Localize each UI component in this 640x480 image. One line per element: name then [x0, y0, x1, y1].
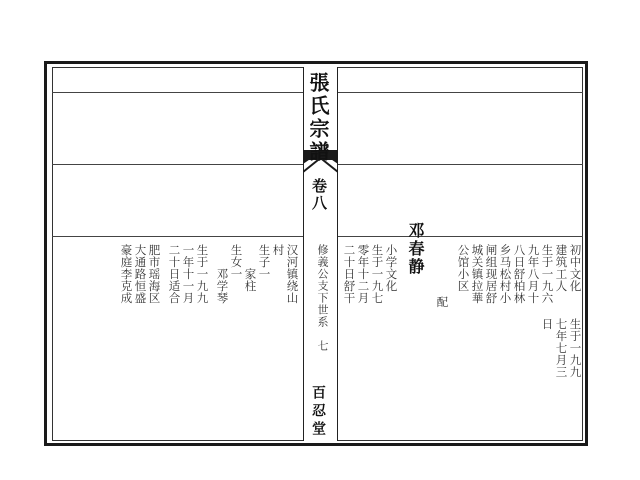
text-column: 小学文化: [384, 244, 399, 292]
rule-left-2: [52, 164, 303, 165]
text-column: 豪庭李克成: [119, 244, 134, 304]
text-column: 闸组现居舒: [484, 244, 499, 304]
text-column: 生于一九九: [568, 318, 583, 378]
text-column: 邓学琴: [215, 268, 230, 304]
text-column: 八日舒柏林: [512, 244, 527, 304]
text-column: 九年八月十: [526, 244, 541, 304]
text-column: 生于一九九: [195, 244, 210, 304]
rule-left-1: [52, 92, 303, 93]
rule-right-1: [338, 92, 583, 93]
text-column: 大通路恒盛: [133, 244, 148, 304]
volume-label: 卷八: [310, 178, 328, 212]
text-column: 公馆小区: [456, 244, 471, 292]
text-column: 家柱: [243, 268, 258, 292]
text-column: 乡马松村小: [498, 244, 513, 304]
text-column: 肥市瑶海区: [147, 244, 162, 304]
text-column: 七年七月三: [554, 318, 569, 378]
rule-left-3: [52, 236, 303, 237]
text-column: 初中文化: [568, 244, 583, 292]
text-column: 二十日舒干: [342, 244, 357, 304]
text-column: 配: [435, 296, 450, 308]
text-column: 二十日适合: [167, 244, 182, 304]
genealogy-title: 張氏宗譜: [306, 72, 330, 164]
text-column: 城关镇拉華: [470, 244, 485, 304]
hall-name: 百忍堂: [310, 385, 326, 439]
text-column: 生于一九六: [540, 244, 555, 304]
text-column: 生于一九七: [370, 244, 385, 304]
text-column: 日: [540, 318, 555, 330]
text-column: 零年十二月: [356, 244, 371, 304]
text-column: 生子一: [257, 244, 272, 280]
text-column: 生女一: [229, 244, 244, 280]
text-column: 建筑工人: [554, 244, 569, 292]
branch-lineage-label: 修義公支下世系 七: [316, 244, 329, 352]
rule-right-2: [338, 164, 583, 165]
featured-person-name: 邓春静: [406, 222, 425, 276]
rule-right-3: [338, 236, 583, 237]
text-column: 村: [271, 244, 286, 256]
text-column: 一年十一月: [181, 244, 196, 304]
text-column: 汉河镇绕山: [285, 244, 300, 304]
